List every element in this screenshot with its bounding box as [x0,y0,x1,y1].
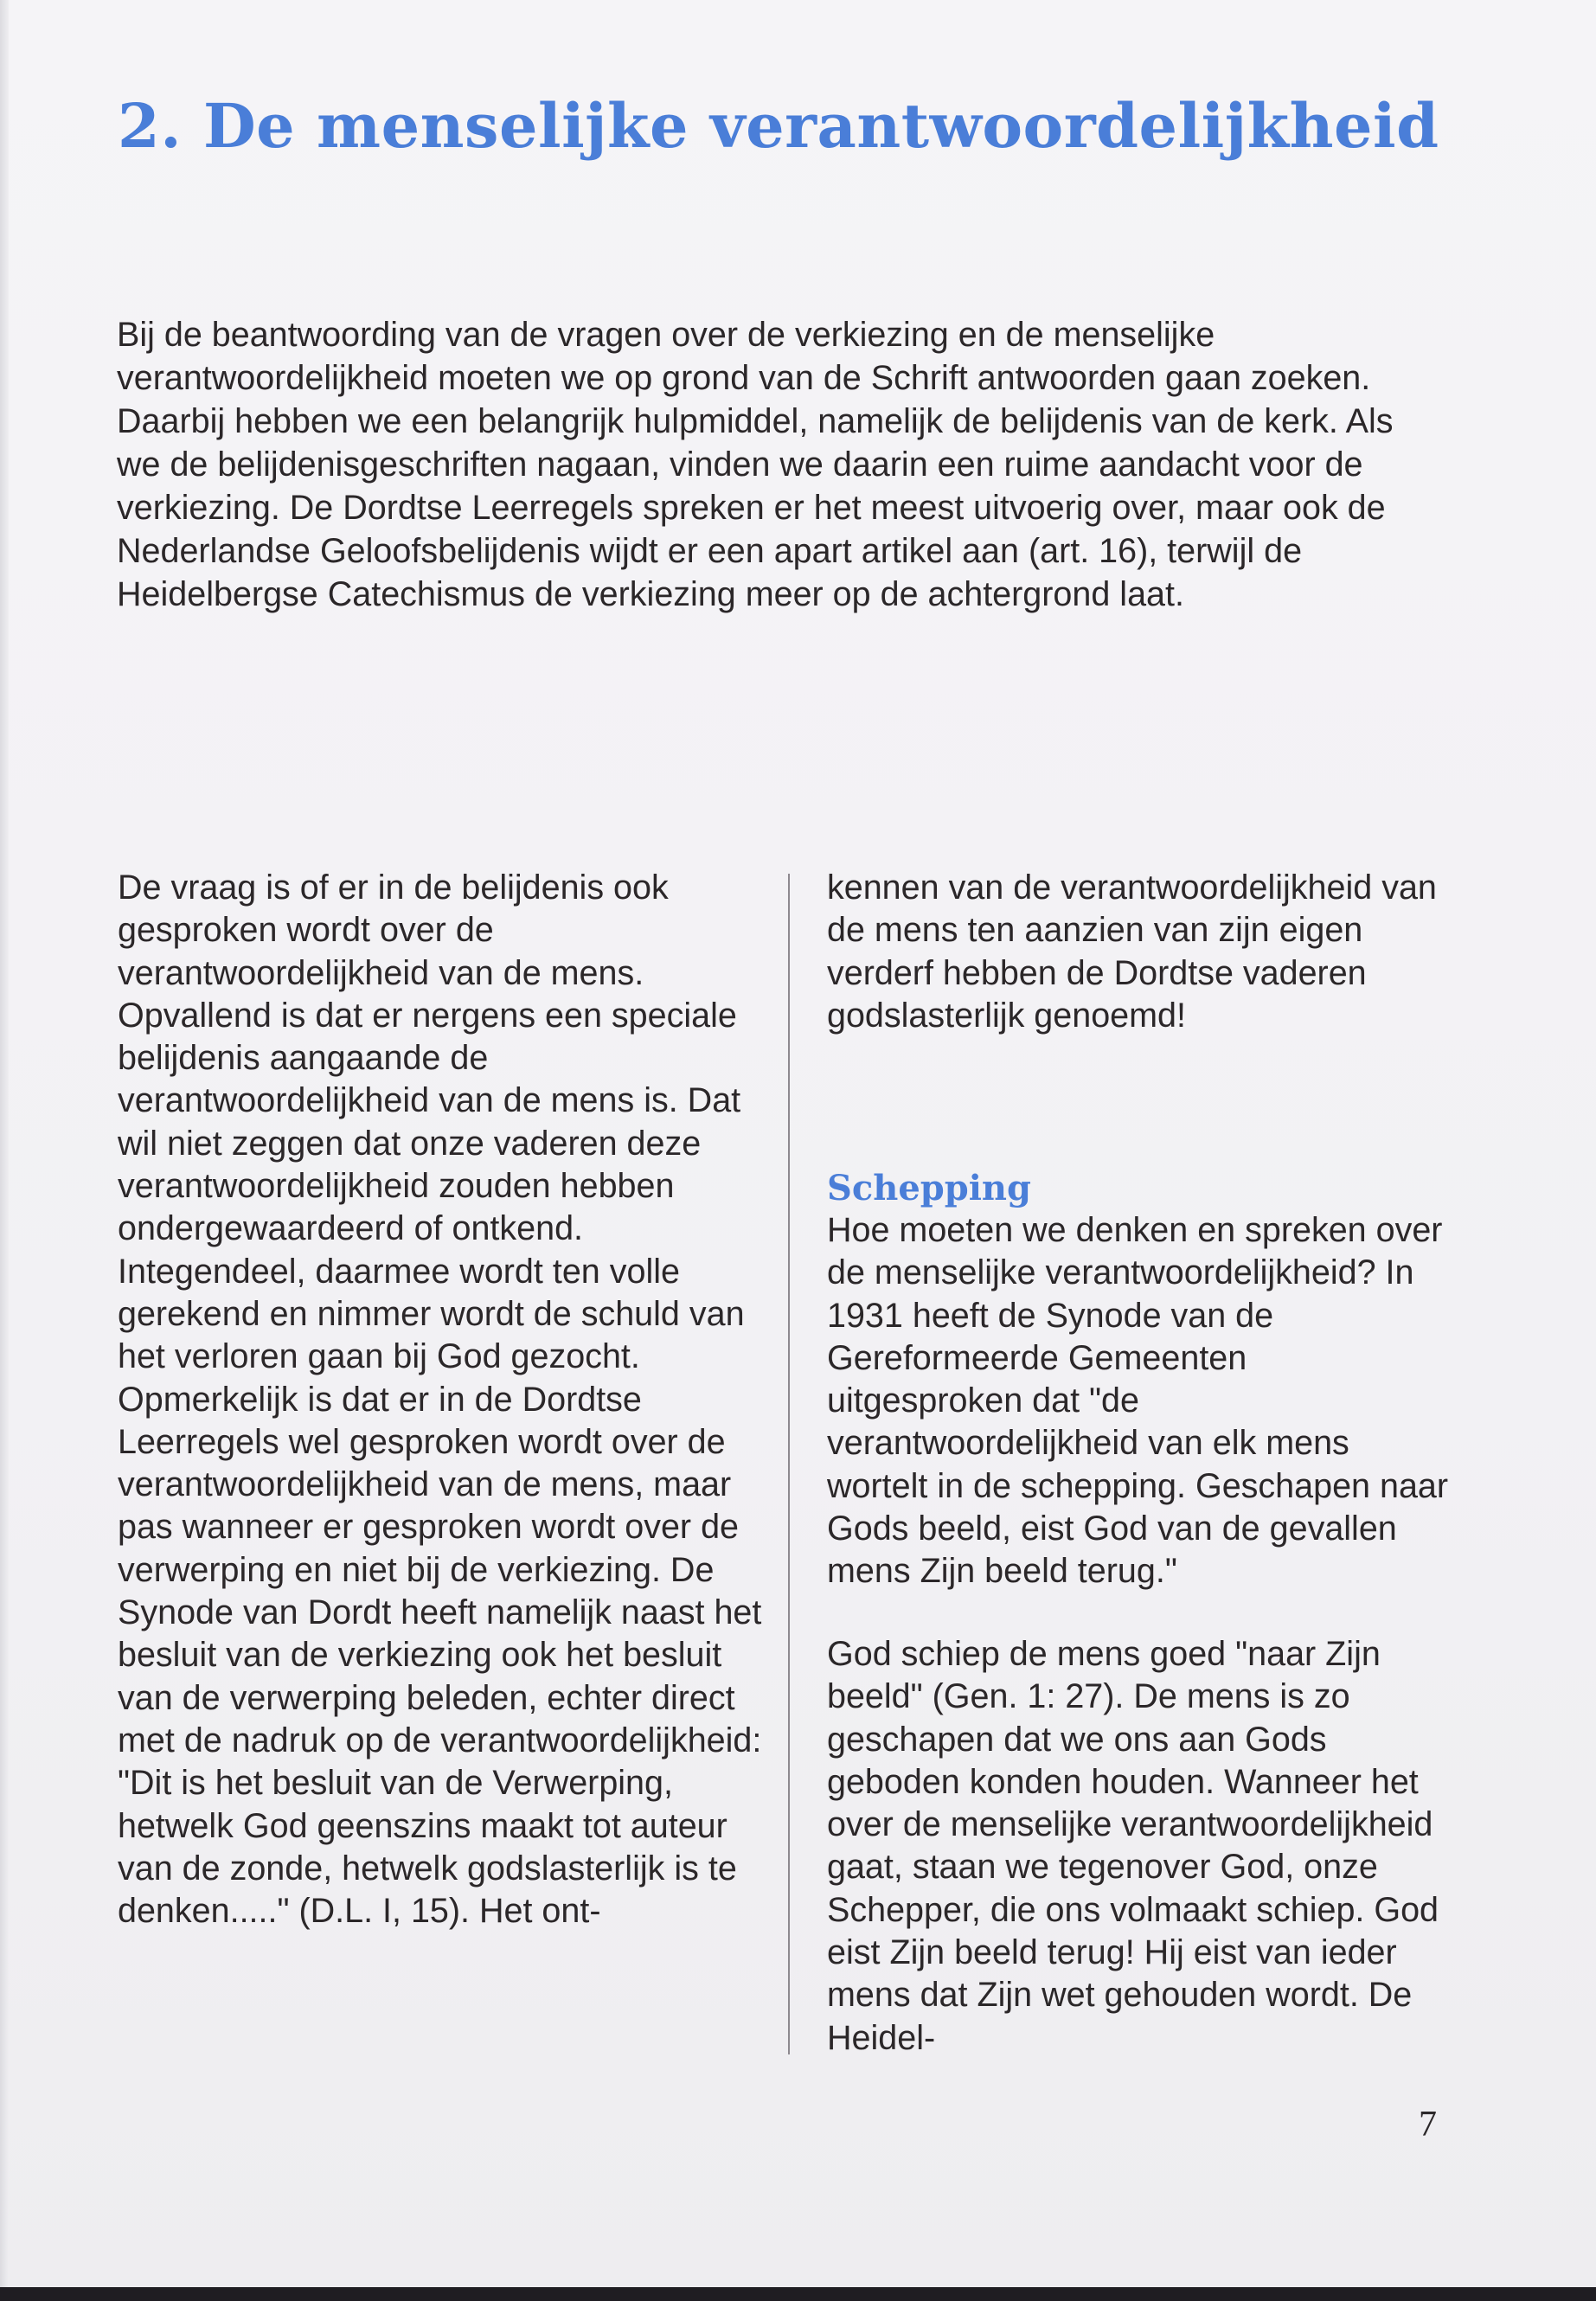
chapter-title: 2. De menselijke verantwoordelijkheid [118,90,1439,162]
column-divider [788,874,790,2054]
page-number: 7 [1419,2105,1437,2144]
right-column-top [827,867,1450,1037]
page-bottom-edge [0,2287,1596,2301]
intro-paragraph: Bij de beantwoording van de vragen over de verkiezing en de menselijke verantwoordelijkheid moeten we op grond van de Schrift antwoorden gaan zoeken. Daarbij hebben we een belangrijk hulpmiddel, namelijk de belijdenis van de kerk. Als we de belijdenisgeschriften nagaan, vinden we daarin een ruime aandacht voor de verkiezing. De Dordtse Leerregels spreken er het meest uitvoerig over, maar ook de Nederlandse Geloofsbelijdenis wijdt er een apart artikel aan (art. 16), terwijl de Heidelbergse Catechismus de verkiezing meer op de achtergrond laat. [117,316,1394,613]
right-column-middle [827,1209,1450,1593]
right-column-bottom [827,1633,1450,2060]
left-column [118,867,762,1932]
page-left-edge [0,0,9,2301]
right-paragraph-1: kennen van de verantwoordelijkheid van de mens ten aanzien van zijn eigen verderf hebben de Dordtse vaderen godslasterlijk genoemd! [827,868,1437,1035]
section-heading-schepping: Schepping [827,1168,1031,1208]
right-paragraph-2: Hoe moeten we denken en spreken over de menselijke verantwoordelijkheid? In 1931 heeft de Synode van de Gereformeerde Gemeenten uitgesproken dat "de verantwoordelijkheid van elk mens wortelt in de schepping. Geschapen naar Gods beeld, eist God van de gevallen mens Zijn beeld terug." [827,1211,1449,1591]
left-paragraph-2: Opmerkelijk is dat er in de Dordtse Leerregels wel gesproken wordt over de verantwoordelijkheid van de mens, maar pas wanneer er gesproken wordt over de verwerping en niet bij de verkiezing. De Synode van Dordt heeft namelijk naast het besluit van de verkiezing ook het besluit van de verwerping beleden, echter direct met de nadruk op de verantwoordelijkheid: "Dit is het besluit van de Verwerping, hetwelk God geenszins maakt tot auteur van de zonde, hetwelk godslasterlijk is te denken....." (D.L. I, 15). Het ont- [118,1380,762,1931]
left-paragraph-1: De vraag is of er in de belijdenis ook gesproken wordt over de verantwoordelijkheid van de mens. Opvallend is dat er nergens een speciale belijdenis aangaande de verantwoordelijkheid van de mens is. Dat wil niet zeggen dat onze vaderen deze verantwoordelijkheid zouden hebben ondergewaardeerd of ontkend. Integendeel, daarmee wordt ten volle gerekend en nimmer wordt de schuld van het verloren gaan bij God gezocht. [118,868,745,1376]
right-paragraph-3: God schiep de mens goed "naar Zijn beeld" (Gen. 1: 27). De mens is zo geschapen dat we ons aan Gods geboden konden houden. Wanneer het over de menselijke verantwoordelijkheid gaat, staan we tegenover God, onze Schepper, die ons volmaakt schiep. God eist Zijn beeld terug! Hij eist van ieder mens dat Zijn wet gehouden wordt. De Heidel- [827,1635,1439,2057]
